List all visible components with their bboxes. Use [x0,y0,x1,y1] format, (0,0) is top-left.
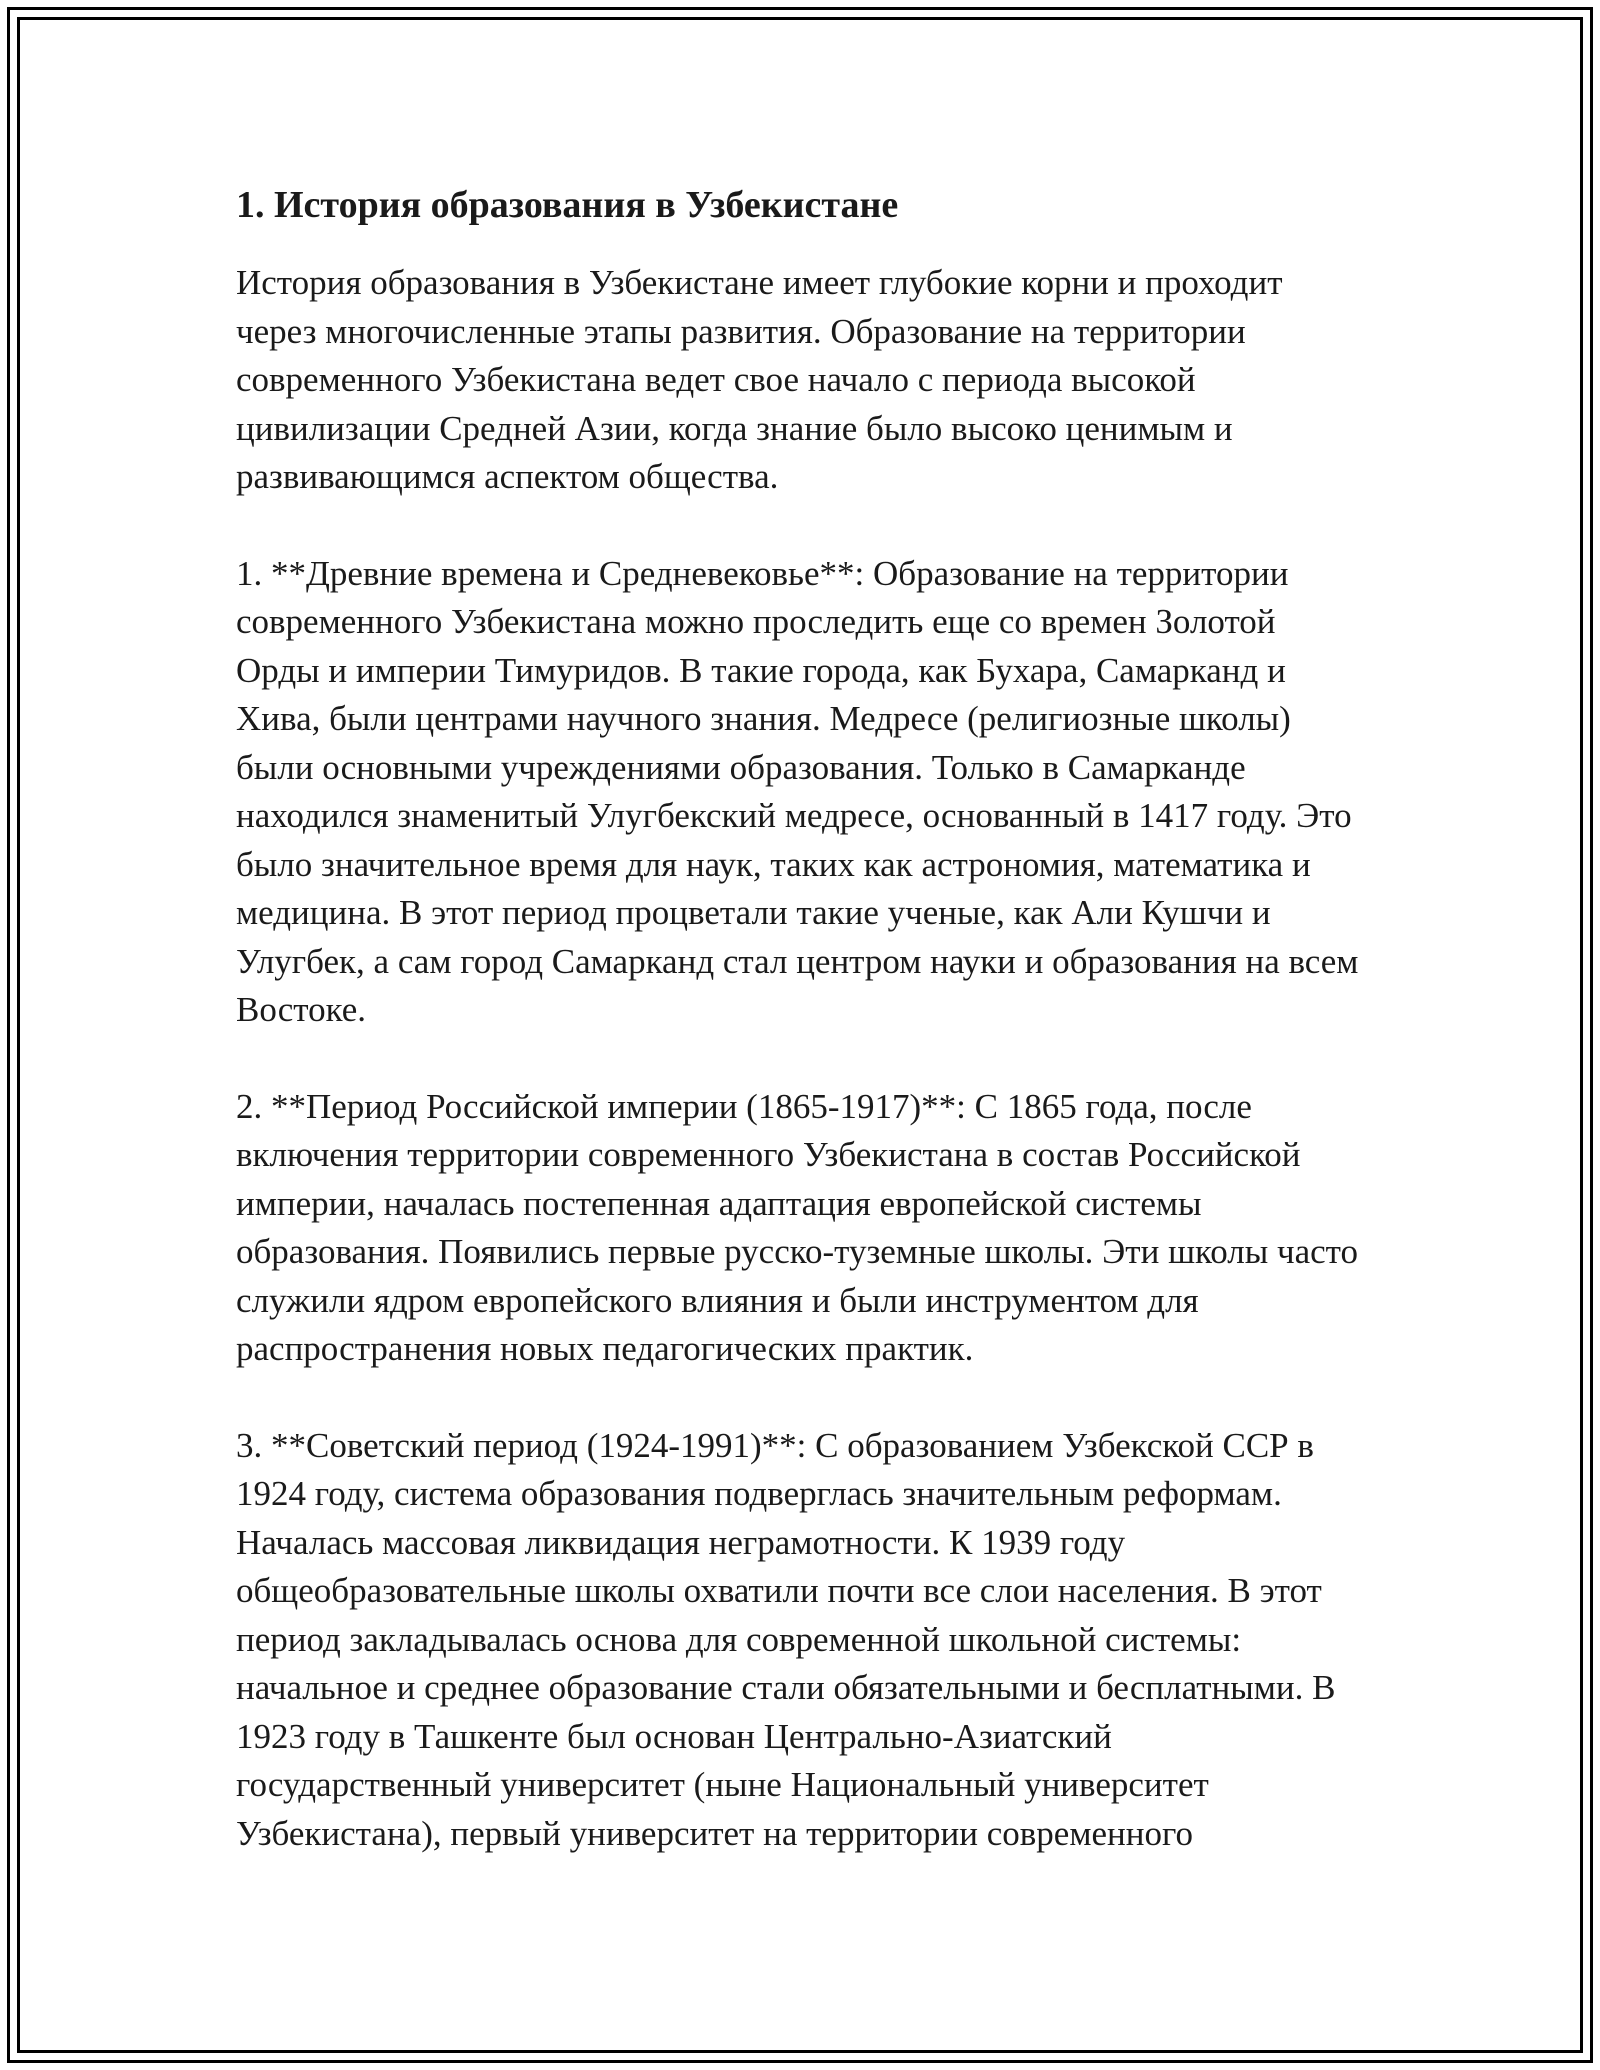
intro-paragraph: История образования в Узбекистане имеет глубокие корни и проходит через многочисленные этапы развития. Образование на территории современного Узбекистана ведет свое начало с периода высокой цивилизации Средней Азии, когда знание было высоко ценимым и развивающимся аспектом общества. [236,263,1283,497]
section-heading: 1. История образования в Узбекистане [236,184,899,226]
list-item-ancient-medieval: 1. **Древние времена и Средневековье**: Образование на территории современного Узбекистана можно проследить еще со времен Золотой Орды и империи Тимуридов. В такие города, как Бухара, Самарканд и Хива, были центрами научного знания. Медресе (религиозные школы) были основными учреждениями образования. Только в Самарканде находился знаменитый Улугбекский медресе, основанный в 1417 году. Это было значительное время для наук, таких как астрономия, математика и медицина. В этот период процветали такие ученые, как Али Кушчи и Улугбек, а сам город Самарканд стал центром науки и образования на всем Востоке. [236,553,1359,1030]
document-body [236,180,1366,1906]
list-item-soviet-period: 3. **Советский период (1924-1991)**: С образованием Узбекской ССР в 1924 году, система образования подверглась значительным реформам. Началась массовая ликвидация неграмотности. К 1939 году общеобразовательные школы охватили почти все слои населения. В этот период закладывалась основа для современной школьной системы: начальное и среднее образование стали обязательными и бесплатными. В 1923 году в Ташкенте был основан Центрально-Азиатский государственный университет (ныне Национальный университет Узбекистана), первый университет на территории современного [236,1425,1336,1853]
list-item-russian-empire: 2. **Период Российской империи (1865-1917)**: С 1865 года, после включения территории современного Узбекистана в состав Российской империи, началась постепенная адаптация европейской системы образования. Появились первые русско-туземные школы. Эти школы часто служили ядром европейского влияния и были инструментом для распространения новых педагогических практик. [236,1086,1359,1369]
